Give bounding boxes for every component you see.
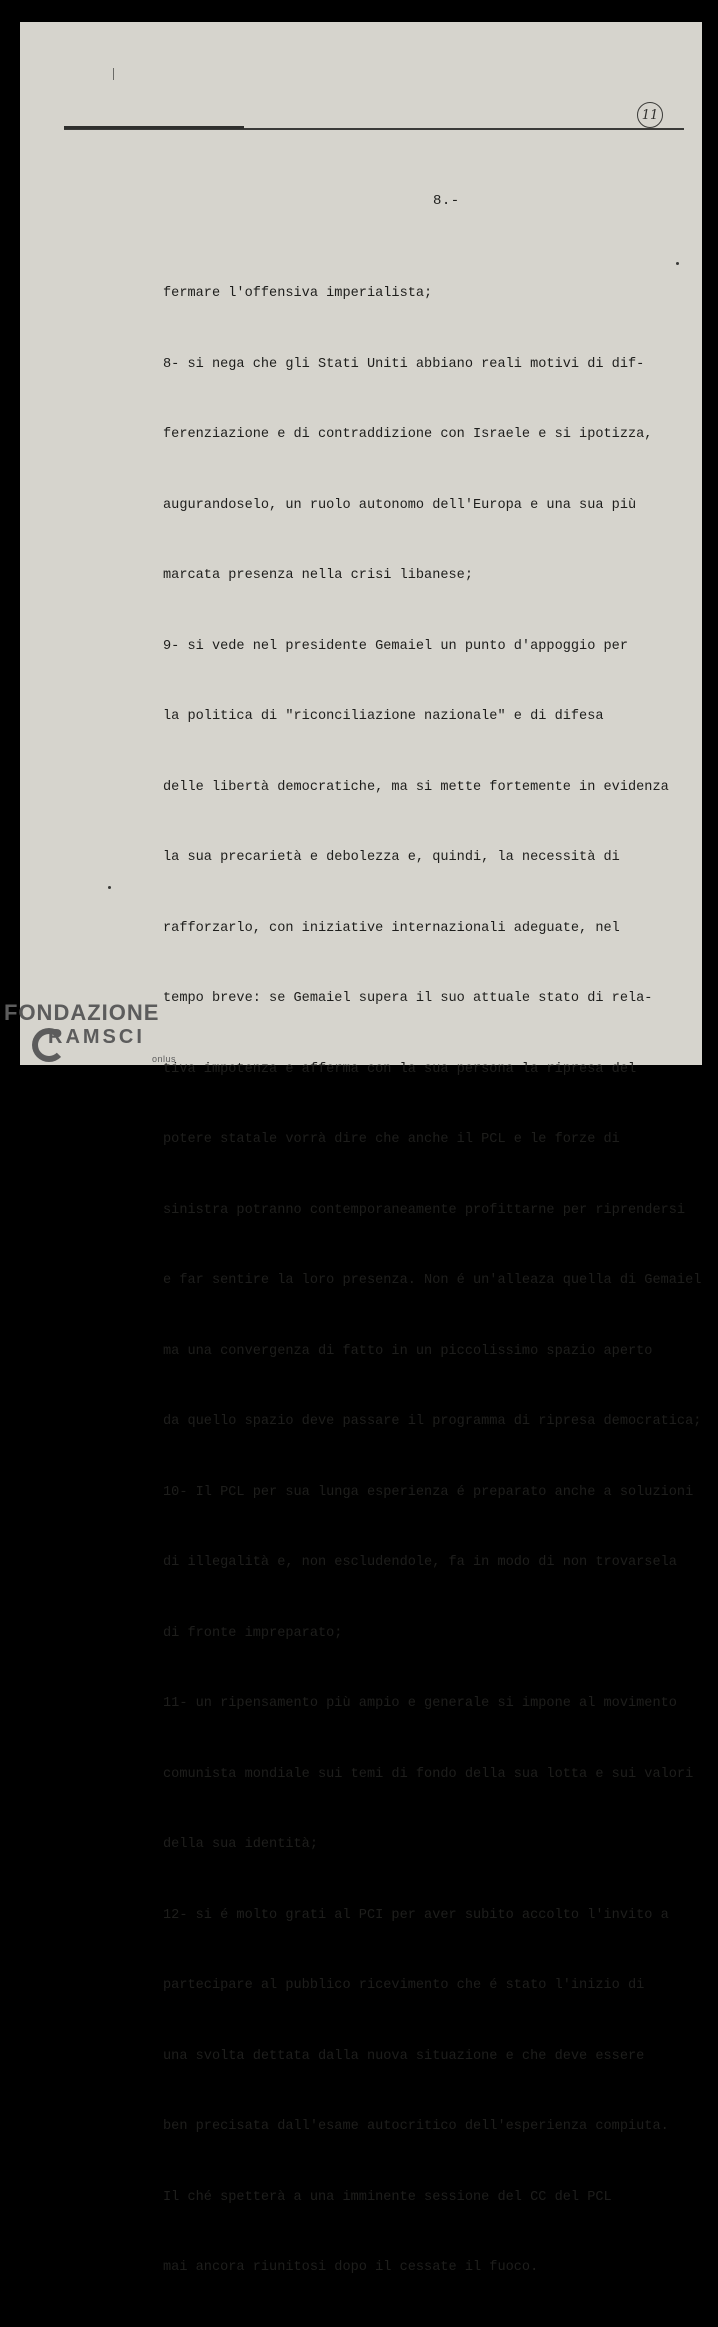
- watermark-line-1: FONDAZIONE: [4, 1000, 160, 1025]
- text-line: ma una convergenza di fatto in un piccolissimo spazio aperto: [163, 1343, 653, 1359]
- text-line: 10- Il PCL per sua lunga esperienza é preparato anche a soluzioni: [163, 1484, 694, 1500]
- text-line: sinistra potranno contemporaneamente profittarne per riprendersi: [163, 1202, 686, 1218]
- text-line: rafforzarlo, con iniziative internazionali adeguate, nel: [163, 920, 620, 936]
- text-line: marcata presenza nella crisi libanese;: [163, 568, 473, 583]
- text-line: da quello spazio deve passare il programma di ripresa democratica;: [163, 1414, 702, 1429]
- watermark-line-2: RAMSCI: [48, 1026, 145, 1048]
- text-line: ferenziazione e di contraddizione con Israele e si ipotizza,: [163, 427, 653, 442]
- text-line: fermare l'offensiva imperialista;: [163, 286, 433, 301]
- paper-speck: [108, 886, 111, 889]
- body-text: [163, 235, 701, 2327]
- text-line: ben precisata dall'esame autocritico dell'esperienza compiuta.: [163, 2119, 669, 2134]
- text-line: 9- si vede nel presidente Gemaiel un punto d'appoggio per: [163, 638, 628, 654]
- text-line: delle libertà democratiche, ma si mette fortemente in evidenza: [163, 779, 669, 795]
- text-line: di fronte impreparato;: [163, 1625, 343, 1641]
- fondazione-gramsci-watermark: [4, 1000, 177, 1064]
- text-line: la sua precarietà e debolezza e, quindi, la necessità di: [163, 850, 620, 865]
- text-line: una svolta dettata dalla nuova situazione e che deve essere: [163, 2048, 645, 2064]
- text-line: partecipare al pubblico ricevimento che é stato l'inizio di: [163, 1978, 645, 1993]
- text-line: mai ancora riunitosi dopo il cessate il fuoco.: [163, 2260, 539, 2275]
- watermark-suffix: onlus: [152, 1054, 177, 1064]
- text-line: di illegalità e, non escludendole, fa in modo di non trovarsela: [163, 1555, 677, 1570]
- text-line: augurandoselo, un ruolo autonomo dell'Europa e una sua più: [163, 497, 637, 513]
- text-line: la politica di "riconciliazione nazionale" e di difesa: [163, 709, 604, 724]
- text-line: della sua identità;: [163, 1837, 318, 1852]
- folio-number: 11: [637, 102, 663, 128]
- text-line: tempo breve: se Gemaiel supera il suo attuale stato di rela-: [163, 991, 653, 1006]
- text-line: 8- si nega che gli Stati Uniti abbiano reali motivi di dif-: [163, 356, 645, 372]
- document-page: [20, 22, 702, 2275]
- text-line: Il ché spetterà a una imminente sessione del CC del PCL: [163, 2189, 612, 2205]
- margin-mark: [113, 68, 114, 80]
- text-line: tiva impotenza e afferma con la sua persona la ripresa del: [163, 1061, 637, 1077]
- text-line: 12- si é molto grati al PCI per aver subito accolto l'invito a: [163, 1907, 669, 1923]
- text-line: 11- un ripensamento più ampio e generale si impone al movimento: [163, 1696, 677, 1711]
- text-line: potere statale vorrà dire che anche il PCL e le forze di: [163, 1132, 620, 1147]
- text-line: e far sentire la loro presenza. Non é un'alleaza quella di Gemaiel: [163, 1273, 702, 1288]
- header-rule-thick: [64, 126, 244, 129]
- page-number: 8.-: [433, 193, 460, 209]
- text-line: comunista mondiale sui temi di fondo della sua lotta e sui valori: [163, 1766, 694, 1782]
